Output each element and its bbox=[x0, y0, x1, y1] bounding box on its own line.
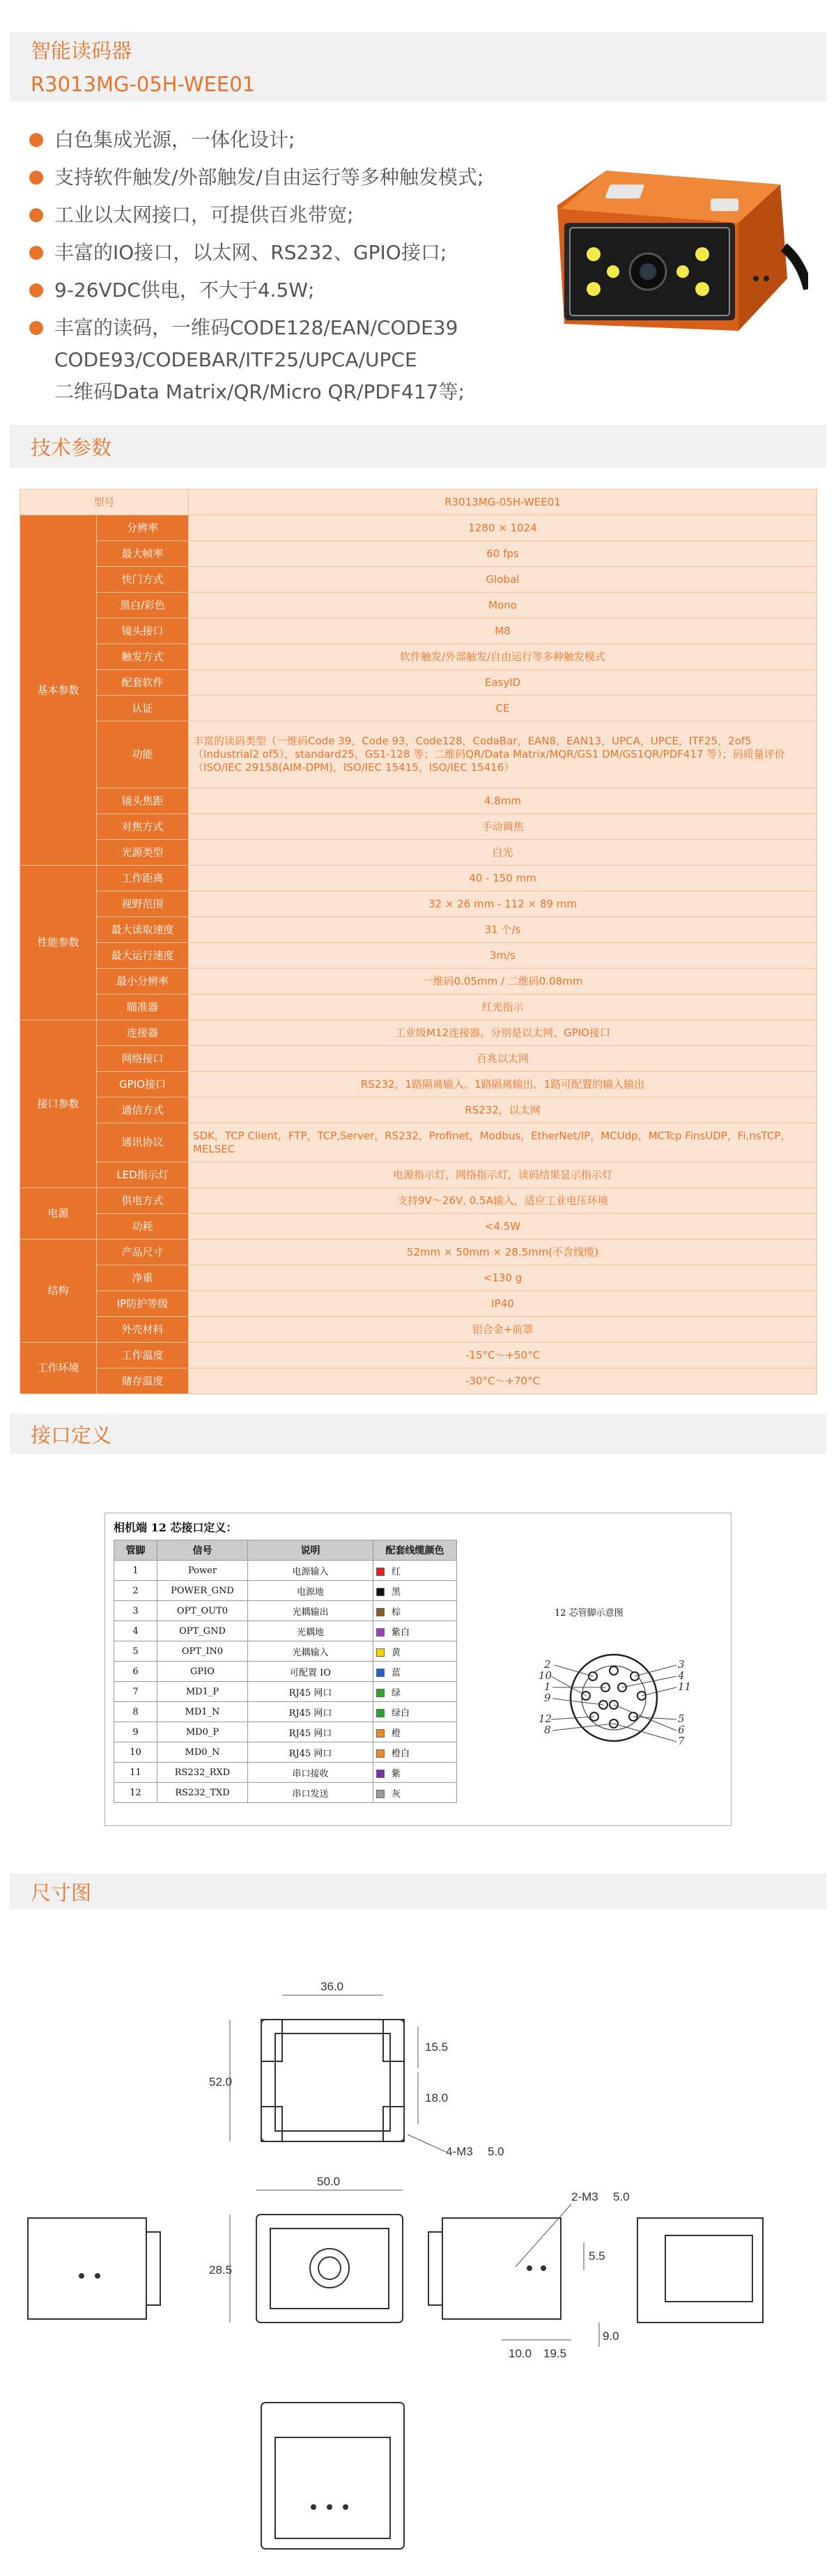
spec-key: 供电方式 bbox=[97, 1188, 189, 1214]
pin-signal: Power bbox=[157, 1561, 248, 1581]
spec-value: 工业级M12连接器，分别是以太网、GPIO接口 bbox=[189, 1020, 817, 1046]
pin-row bbox=[114, 1682, 457, 1702]
pin-pin: 12 bbox=[114, 1783, 157, 1803]
pin-row bbox=[114, 1662, 457, 1682]
wire-color-label: 紫 bbox=[392, 1768, 401, 1779]
pin-row bbox=[114, 1621, 457, 1641]
pin-desc: RJ45 网口 bbox=[248, 1702, 373, 1722]
spec-key: 最小分辨率 bbox=[97, 969, 189, 994]
pin-header-cell: 配套线缆颜色 bbox=[373, 1540, 457, 1561]
pin-color bbox=[373, 1621, 457, 1641]
spec-key: 光源类型 bbox=[97, 840, 189, 866]
spec-value: Global bbox=[189, 567, 817, 593]
pin-row bbox=[114, 1561, 457, 1581]
dim-m3-holes-b: 2-M3 bbox=[571, 2190, 598, 2203]
spec-value: 32 × 26 mm - 112 × 89 mm bbox=[189, 891, 817, 917]
spec-value: 4.8mm bbox=[189, 788, 817, 814]
pin-color bbox=[373, 1641, 457, 1662]
dim-m3-holes-a: 4-M3 bbox=[446, 2145, 473, 2158]
pin-table-header bbox=[114, 1540, 457, 1561]
spec-value: 手动调焦 bbox=[189, 814, 817, 840]
dim-18: 18.0 bbox=[425, 2091, 449, 2105]
spec-key: 对焦方式 bbox=[97, 814, 189, 840]
spec-row bbox=[20, 1368, 817, 1394]
pin-pin: 5 bbox=[114, 1641, 157, 1662]
spec-key: 网络接口 bbox=[97, 1046, 189, 1072]
spec-key: 瞄准器 bbox=[97, 994, 189, 1020]
wire-color-label: 红 bbox=[392, 1566, 401, 1577]
pin-row bbox=[114, 1742, 457, 1763]
pin-header-cell: 说明 bbox=[248, 1540, 373, 1561]
spec-row bbox=[20, 1291, 817, 1317]
section-header-dimensions: 尺寸图 bbox=[10, 1873, 826, 1910]
spec-row bbox=[20, 670, 817, 696]
pin-color bbox=[373, 1722, 457, 1742]
spec-row bbox=[20, 644, 817, 670]
spec-key: 最大帧率 bbox=[97, 541, 189, 567]
wire-color-label: 橙白 bbox=[392, 1748, 410, 1759]
spec-row bbox=[20, 1046, 817, 1072]
pin-desc: 光耦输入 bbox=[248, 1641, 373, 1662]
pin-row bbox=[114, 1601, 457, 1621]
spec-row bbox=[20, 567, 817, 593]
feature-item: 工业以太网接口，可提供百兆带宽; bbox=[29, 199, 503, 231]
pin-desc: RJ45 网口 bbox=[248, 1682, 373, 1702]
wire-color-swatch bbox=[376, 1628, 385, 1637]
wire-color-label: 黑 bbox=[392, 1586, 401, 1598]
spec-row bbox=[20, 1317, 817, 1343]
spec-row bbox=[20, 515, 817, 541]
spec-key: 外壳材料 bbox=[97, 1317, 189, 1343]
spec-row bbox=[20, 943, 817, 969]
spec-row-model bbox=[20, 490, 817, 515]
pin-signal: MD0_P bbox=[157, 1722, 248, 1742]
pin-desc: 光耦地 bbox=[248, 1621, 373, 1641]
feature-list bbox=[29, 124, 503, 414]
wire-color-label: 灰 bbox=[392, 1788, 401, 1800]
spec-key: 工作距离 bbox=[97, 866, 189, 891]
wire-color-swatch bbox=[376, 1770, 385, 1778]
pin-pin: 7 bbox=[114, 1682, 157, 1702]
spec-key: 通信方式 bbox=[97, 1098, 189, 1123]
spec-value: -30°C～+70°C bbox=[189, 1368, 817, 1394]
spec-key: 连接器 bbox=[97, 1020, 189, 1046]
spec-key: 视野范围 bbox=[97, 891, 189, 917]
feature-item: 白色集成光源，一体化设计; bbox=[29, 124, 503, 156]
model-title: R3013MG-05H-WEE01 bbox=[10, 67, 826, 102]
pin-row bbox=[114, 1702, 457, 1722]
pin-desc: RJ45 网口 bbox=[248, 1722, 373, 1742]
dim-m3-depth-a: 5.0 bbox=[488, 2145, 504, 2158]
pin-desc: 电源输入 bbox=[248, 1561, 373, 1581]
pin-desc: 电源地 bbox=[248, 1581, 373, 1601]
wire-color-label: 绿白 bbox=[392, 1708, 410, 1719]
spec-row bbox=[20, 1240, 817, 1265]
spec-value: 3m/s bbox=[189, 943, 817, 969]
pin-label-right: 5 bbox=[678, 1712, 685, 1725]
pin-row bbox=[114, 1783, 457, 1803]
pin-pin: 2 bbox=[114, 1581, 157, 1601]
spec-row bbox=[20, 891, 817, 917]
spec-key: 镜头焦距 bbox=[97, 788, 189, 814]
pin-label-left: 10 bbox=[539, 1669, 552, 1682]
spec-key: 配套软件 bbox=[97, 670, 189, 696]
pin-label-left: 1 bbox=[544, 1680, 551, 1693]
wire-color-swatch bbox=[376, 1568, 385, 1576]
pin-label-left: 2 bbox=[544, 1658, 551, 1671]
wire-color-label: 橙 bbox=[392, 1728, 401, 1739]
spec-key: 最大运行速度 bbox=[97, 943, 189, 969]
pin-diagram-title: 12 芯管脚示意图 bbox=[555, 1608, 624, 1618]
wire-color-label: 绿 bbox=[392, 1687, 401, 1699]
pin-label-left: 8 bbox=[544, 1724, 551, 1736]
spec-group-label: 结构 bbox=[20, 1240, 97, 1343]
spec-key: 分辨率 bbox=[97, 515, 189, 541]
spec-row bbox=[20, 618, 817, 644]
spec-row bbox=[20, 1020, 817, 1046]
spec-value: 铝合金+前罩 bbox=[189, 1317, 817, 1343]
spec-key: 通讯协议 bbox=[97, 1123, 189, 1162]
dim-5-5: 5.5 bbox=[589, 2249, 605, 2263]
spec-table bbox=[20, 489, 817, 1394]
spec-value: 40 - 150 mm bbox=[189, 866, 817, 891]
spec-key: 最大读取速度 bbox=[97, 917, 189, 943]
spec-row bbox=[20, 840, 817, 866]
spec-value: -15°C～+50°C bbox=[189, 1343, 817, 1368]
spec-value: 52mm × 50mm × 28.5mm(不含线缆) bbox=[189, 1240, 817, 1265]
spec-group-label: 电源 bbox=[20, 1188, 97, 1240]
pin-color bbox=[373, 1783, 457, 1803]
section-header-specs: 技术参数 bbox=[10, 425, 826, 468]
pin-pin: 11 bbox=[114, 1763, 157, 1783]
pin-label-left: 9 bbox=[544, 1692, 551, 1704]
spec-row bbox=[20, 994, 817, 1020]
dimension-drawing bbox=[0, 1922, 836, 2570]
spec-key: 功能 bbox=[97, 721, 189, 788]
pin-row bbox=[114, 1763, 457, 1783]
pin-row bbox=[114, 1581, 457, 1601]
spec-value: 支持9V～26V, 0.5A输入，适应工业电压环境 bbox=[189, 1188, 817, 1214]
wire-color-swatch bbox=[376, 1749, 385, 1758]
spec-value: RS232，以太网 bbox=[189, 1098, 817, 1123]
spec-key: LED指示灯 bbox=[97, 1162, 189, 1188]
spec-row bbox=[20, 814, 817, 840]
feature-item: 9-26VDC供电，不大于4.5W; bbox=[29, 274, 503, 306]
pin-pin: 6 bbox=[114, 1662, 157, 1682]
pin-color bbox=[373, 1601, 457, 1621]
connector-pin-diagram bbox=[523, 1618, 704, 1778]
spec-row bbox=[20, 1343, 817, 1368]
spec-key: 净重 bbox=[97, 1265, 189, 1291]
pin-header-cell: 信号 bbox=[157, 1540, 248, 1561]
spec-key: 镜头接口 bbox=[97, 618, 189, 644]
pin-table bbox=[114, 1540, 457, 1803]
pin-pin: 10 bbox=[114, 1742, 157, 1763]
spec-value: CE bbox=[189, 696, 817, 721]
spec-key: 产品尺寸 bbox=[97, 1240, 189, 1265]
spec-row bbox=[20, 1123, 817, 1162]
spec-value: 红光指示 bbox=[189, 994, 817, 1020]
pin-signal: OPT_OUT0 bbox=[157, 1601, 248, 1621]
spec-value: IP40 bbox=[189, 1291, 817, 1317]
pin-desc: 可配置 IO bbox=[248, 1662, 373, 1682]
spec-value: 1280 × 1024 bbox=[189, 515, 817, 541]
spec-group-label: 性能参数 bbox=[20, 866, 97, 1020]
pin-desc: 串口发送 bbox=[248, 1783, 373, 1803]
pin-signal: OPT_GND bbox=[157, 1621, 248, 1641]
pin-pin: 3 bbox=[114, 1601, 157, 1621]
barcode-reader-product-image bbox=[516, 157, 808, 359]
pin-color bbox=[373, 1763, 457, 1783]
dim-width-36: 36.0 bbox=[320, 1980, 344, 1993]
spec-key: GPIO接口 bbox=[97, 1072, 189, 1098]
dim-m3-depth-b: 5.0 bbox=[613, 2190, 630, 2203]
spec-group-label: 接口参数 bbox=[20, 1020, 97, 1188]
spec-value: <4.5W bbox=[189, 1214, 817, 1240]
spec-group-label: 基本参数 bbox=[20, 515, 97, 866]
spec-key: 工作温度 bbox=[97, 1343, 189, 1368]
pin-row bbox=[114, 1722, 457, 1742]
pin-signal: RS232_TXD bbox=[157, 1783, 248, 1803]
pin-color bbox=[373, 1561, 457, 1581]
pin-color bbox=[373, 1742, 457, 1763]
pin-signal: MD1_N bbox=[157, 1702, 248, 1722]
spec-key: 触发方式 bbox=[97, 644, 189, 670]
spec-key: 黑白/彩色 bbox=[97, 593, 189, 618]
section-header-interface: 接口定义 bbox=[10, 1414, 826, 1454]
spec-model-value: R3013MG-05H-WEE01 bbox=[189, 490, 817, 515]
spec-row bbox=[20, 541, 817, 567]
spec-value: 白光 bbox=[189, 840, 817, 866]
spec-row bbox=[20, 1072, 817, 1098]
spec-row bbox=[20, 1214, 817, 1240]
spec-key: 功耗 bbox=[97, 1214, 189, 1240]
pin-desc: 光耦输出 bbox=[248, 1601, 373, 1621]
pin-signal: MD1_P bbox=[157, 1682, 248, 1702]
spec-value: Mono bbox=[189, 593, 817, 618]
pin-label-right: 7 bbox=[678, 1735, 685, 1747]
wire-color-swatch bbox=[376, 1689, 385, 1697]
spec-value: RS232，1路隔离输入、1路隔离输出、1路可配置的输入输出 bbox=[189, 1072, 817, 1098]
spec-model-label: 型号 bbox=[20, 490, 189, 515]
pin-signal: OPT_IN0 bbox=[157, 1641, 248, 1662]
spec-value: 百兆以太网 bbox=[189, 1046, 817, 1072]
wire-color-swatch bbox=[376, 1608, 385, 1616]
spec-row bbox=[20, 1188, 817, 1214]
wire-color-label: 紫白 bbox=[392, 1627, 410, 1638]
spec-value: 丰富的读码类型（一维码Code 39，Code 93，Code128，CodaBar，EAN8，EAN13，UPCA，UPCE，ITF25，2of5（Industrial2 of5），standard25，GS1-128 等；二维码QR/Data Matrix/MQR/GS1 DM/GS1QR/PDF417 等）；码质量评价（ISO/IEC 29158(AIM-DPM)，ISO/IEC 15415，ISO/IEC 15416） bbox=[189, 721, 817, 788]
wire-color-label: 黄 bbox=[392, 1647, 401, 1658]
pin-label-right: 11 bbox=[678, 1680, 692, 1693]
pin-desc: 串口接收 bbox=[248, 1763, 373, 1783]
wire-color-label: 蓝 bbox=[392, 1667, 401, 1678]
spec-row bbox=[20, 1162, 817, 1188]
pin-definition-figure bbox=[104, 1513, 732, 1826]
wire-color-swatch bbox=[376, 1648, 385, 1657]
spec-row bbox=[20, 1265, 817, 1291]
spec-value: M8 bbox=[189, 618, 817, 644]
pin-color bbox=[373, 1662, 457, 1682]
spec-value: SDK，TCP Client，FTP，TCP,Server，RS232，Profinet，Modbus，EtherNet/IP，MCUdp，MCTcp FinsUDP，Fi,nsTCP，MELSEC bbox=[189, 1123, 817, 1162]
spec-row bbox=[20, 1098, 817, 1123]
dim-19-5: 19.5 bbox=[543, 2347, 567, 2360]
pin-signal: GPIO bbox=[157, 1662, 248, 1682]
spec-value: 60 fps bbox=[189, 541, 817, 567]
pin-pin: 1 bbox=[114, 1561, 157, 1581]
wire-color-label: 棕 bbox=[392, 1607, 401, 1618]
pin-color bbox=[373, 1581, 457, 1601]
pin-signal: RS232_RXD bbox=[157, 1763, 248, 1783]
dim-width-50: 50.0 bbox=[317, 2175, 341, 2188]
pin-label-left: 12 bbox=[539, 1712, 552, 1725]
spec-row bbox=[20, 721, 817, 788]
pin-label-right: 3 bbox=[678, 1658, 685, 1671]
feature-item: 丰富的IO接口，以太网、RS232、GPIO接口; bbox=[29, 237, 503, 269]
pin-table-title: 相机端 12 芯接口定义： bbox=[114, 1521, 238, 1534]
pin-label-right: 6 bbox=[678, 1724, 685, 1736]
pin-color bbox=[373, 1702, 457, 1722]
pin-signal: MD0_N bbox=[157, 1742, 248, 1763]
page-title: 智能读码器 bbox=[10, 32, 826, 67]
wire-color-swatch bbox=[376, 1588, 385, 1596]
spec-row bbox=[20, 969, 817, 994]
pin-row bbox=[114, 1641, 457, 1662]
dim-9: 9.0 bbox=[603, 2329, 619, 2343]
spec-key: IP防护等级 bbox=[97, 1291, 189, 1317]
pin-header-cell: 管脚 bbox=[114, 1540, 157, 1561]
spec-value: 一维码0.05mm / 二维码0.08mm bbox=[189, 969, 817, 994]
wire-color-swatch bbox=[376, 1790, 385, 1798]
dim-10: 10.0 bbox=[509, 2347, 532, 2360]
spec-row bbox=[20, 788, 817, 814]
spec-row bbox=[20, 866, 817, 891]
pin-pin: 4 bbox=[114, 1621, 157, 1641]
spec-key: 快门方式 bbox=[97, 567, 189, 593]
pin-pin: 9 bbox=[114, 1722, 157, 1742]
spec-key: 储存温度 bbox=[97, 1368, 189, 1394]
pin-desc: RJ45 网口 bbox=[248, 1742, 373, 1763]
spec-row bbox=[20, 696, 817, 721]
spec-group-label: 工作环境 bbox=[20, 1343, 97, 1394]
spec-row bbox=[20, 593, 817, 618]
spec-value: 电源指示灯，网络指示灯，读码结果显示指示灯 bbox=[189, 1162, 817, 1188]
spec-value: <130 g bbox=[189, 1265, 817, 1291]
wire-color-swatch bbox=[376, 1669, 385, 1677]
pin-color bbox=[373, 1682, 457, 1702]
spec-row bbox=[20, 917, 817, 943]
pin-signal: POWER_GND bbox=[157, 1581, 248, 1601]
dim-depth-28-5: 28.5 bbox=[209, 2263, 233, 2277]
dim-height-52: 52.0 bbox=[209, 2075, 233, 2089]
spec-value: EasyID bbox=[189, 670, 817, 696]
pin-label-right: 4 bbox=[678, 1669, 685, 1682]
pin-pin: 8 bbox=[114, 1702, 157, 1722]
feature-item: 丰富的读码，一维码CODE128/EAN/CODE39 CODE93/CODEBAR/ITF25/UPCA/UPCE 二维码Data Matrix/QR/Micro QR/PDF417等; bbox=[29, 312, 503, 408]
spec-value: 软件触发/外部触发/自由运行等多种触发模式 bbox=[189, 644, 817, 670]
dim-15-5: 15.5 bbox=[425, 2040, 449, 2054]
spec-key: 认证 bbox=[97, 696, 189, 721]
feature-item: 支持软件触发/外部触发/自由运行等多种触发模式; bbox=[29, 162, 503, 194]
spec-value: 31 个/s bbox=[189, 917, 817, 943]
wire-color-swatch bbox=[376, 1729, 385, 1738]
wire-color-swatch bbox=[376, 1709, 385, 1717]
